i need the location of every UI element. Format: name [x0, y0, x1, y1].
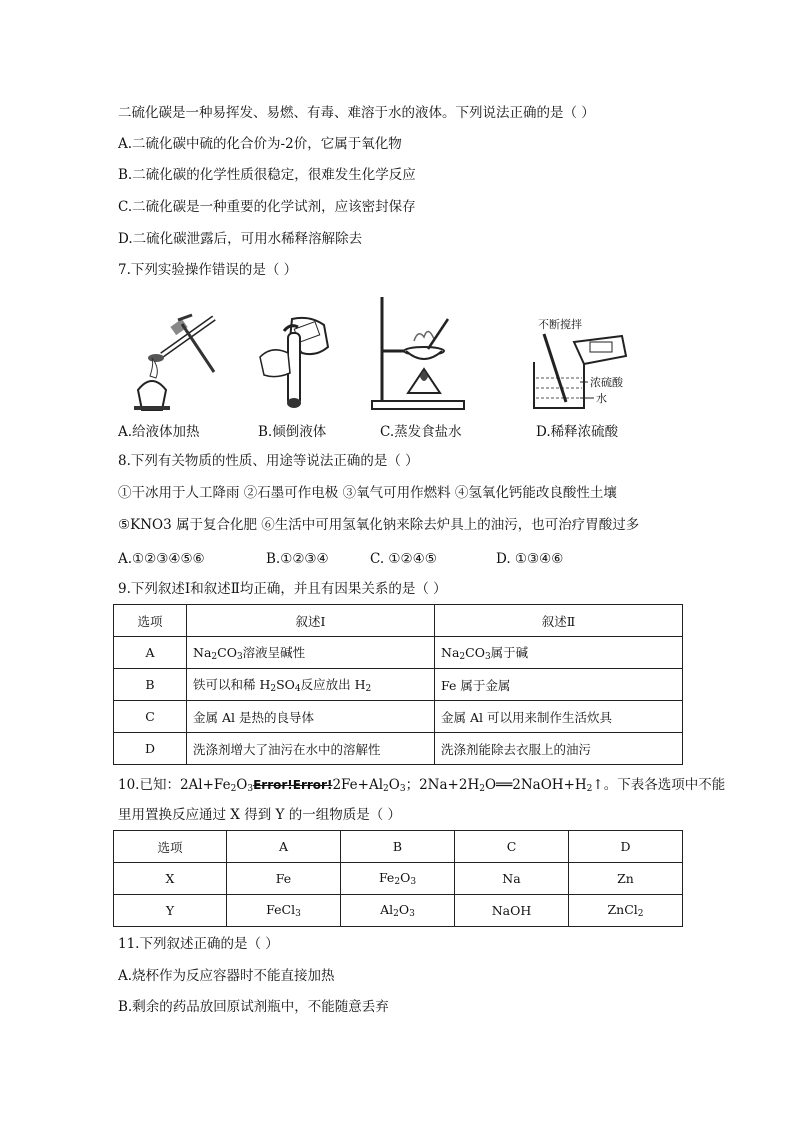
q9-table	[113, 604, 683, 765]
caption-c: C.蒸发食盐水	[380, 424, 462, 440]
statement-1-cell: 洗涤剂增大了油污在水中的溶解性	[187, 733, 435, 765]
statement-2-cell: $Na_2CO_3$属于碱	[435, 637, 683, 669]
header-d: D	[569, 831, 683, 863]
table-row	[114, 669, 683, 701]
statement-1-cell: $Na_2CO_3$溶液呈碱性	[187, 637, 435, 669]
cell-y-c: NaOH	[455, 895, 569, 927]
q8-statements-1: ①干冰用于人工降雨 ②石墨可作电极 ③氧气可用作燃料 ④氢氧化钙能改良酸性土壤	[118, 485, 617, 501]
header-option: 选项	[114, 831, 227, 863]
q8-stem: 8.下列有关物质的性质、用途等说法正确的是（ ）	[118, 453, 419, 469]
q8-option-b: B.①②③④	[266, 551, 329, 567]
label-acid: 浓硫酸	[590, 376, 623, 389]
figure-evaporating	[368, 293, 468, 411]
q8-option-c: C. ①②④⑤	[370, 551, 437, 567]
q6-stem: 二硫化碳是一种易挥发、易燃、有毒、难溶于水的液体。下列说法正确的是（ ）	[118, 105, 595, 121]
q6-option-a: A.二硫化碳中硫的化合价为-2价，它属于氧化物	[118, 136, 402, 152]
q10-table	[113, 830, 683, 927]
q6-option-b: B.二硫化碳的化学性质很稳定，很难发生化学反应	[118, 167, 416, 183]
q9-stem: 9.下列叙述Ⅰ和叙述Ⅱ均正确，并且有因果关系的是（ ）	[118, 581, 447, 597]
statement-2-cell: Fe 属于金属	[435, 669, 683, 701]
q8-option-d: D. ①③④⑥	[496, 551, 564, 567]
header-a: A	[227, 831, 341, 863]
option-cell: C	[114, 701, 187, 733]
caption-b: B.倾倒液体	[258, 424, 327, 440]
label-water: 水	[596, 392, 607, 405]
header-c: C	[455, 831, 569, 863]
q7-stem: 7.下列实验操作错误的是（ ）	[118, 262, 298, 278]
header-statement-1: 叙述Ⅰ	[187, 605, 435, 637]
header-statement-2: 叙述Ⅱ	[435, 605, 683, 637]
table-row	[114, 701, 683, 733]
option-cell: B	[114, 669, 187, 701]
cell-x-c: Na	[455, 863, 569, 895]
statement-1-cell: 金属 Al 是热的良导体	[187, 701, 435, 733]
statement-1-cell: 铁可以和稀 $H_2SO_4$反应放出 $H_2$	[187, 669, 435, 701]
table-row	[114, 895, 683, 927]
q10-stem-line2: 里用置换反应通过 X 得到 Y 的一组物质是（ ）	[118, 807, 401, 823]
q8-option-a: A.①②③④⑤⑥	[118, 551, 205, 567]
option-cell: D	[114, 733, 187, 765]
cell-x-b: $Fe_2O_3$	[341, 863, 455, 895]
caption-a: A.给液体加热	[118, 424, 200, 440]
option-cell: A	[114, 637, 187, 669]
figure-diluting-acid	[530, 316, 650, 412]
label-stir: 不断搅拌	[538, 318, 582, 331]
row-label-x: X	[114, 863, 227, 895]
figure-pouring-liquid	[250, 313, 335, 411]
cell-y-a: FeCl$_3$	[227, 895, 341, 927]
cell-x-d: Zn	[569, 863, 683, 895]
table-row	[114, 863, 683, 895]
statement-2-cell: 金属 Al 可以用来制作生活炊具	[435, 701, 683, 733]
table-row	[114, 637, 683, 669]
header-b: B	[341, 831, 455, 863]
q11-stem: 11.下列叙述正确的是（ ）	[118, 936, 279, 952]
q10-stem: 10.已知：$2Al+Fe_2O_3Error!Error!2Fe+Al_2O_3$；$2Na+2H_2O══2NaOH+H_2↑$。下表各选项中不能	[118, 777, 726, 794]
q6-option-d: D.二硫化碳泄露后，可用水稀释溶解除去	[118, 231, 363, 247]
q11-option-b: B.剩余的药品放回原试剂瓶中，不能随意丢弃	[118, 999, 389, 1015]
q11-option-a: A.烧杯作为反应容器时不能直接加热	[118, 968, 335, 984]
table-row	[114, 831, 683, 863]
cell-x-a: Fe	[227, 863, 341, 895]
figure-heating-liquid	[122, 300, 222, 412]
error-placeholder: Error!Error!	[253, 778, 333, 792]
cell-y-d: ZnCl$_2$	[569, 895, 683, 927]
caption-d: D.稀释浓硫酸	[536, 424, 619, 440]
q6-option-c: C.二硫化碳是一种重要的化学试剂，应该密封保存	[118, 199, 416, 215]
header-option: 选项	[114, 605, 187, 637]
cell-y-b: $Al_2O_3$	[341, 895, 455, 927]
statement-2-cell: 洗涤剂能除去衣服上的油污	[435, 733, 683, 765]
table-row	[114, 733, 683, 765]
row-label-y: Y	[114, 895, 227, 927]
table-row	[114, 605, 683, 637]
q8-statements-2: ⑤KNO3 属于复合化肥 ⑥生活中可用氢氧化钠来除去炉具上的油污，也可治疗胃酸过多	[118, 517, 640, 533]
